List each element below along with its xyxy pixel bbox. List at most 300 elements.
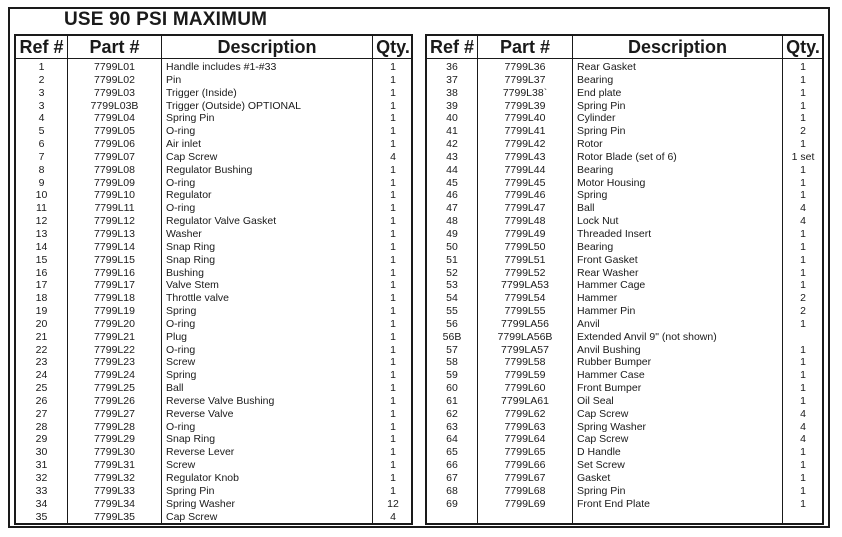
table-row	[427, 164, 822, 177]
table-row	[16, 202, 411, 215]
table-row	[427, 421, 822, 434]
cell-part: 7799L06	[94, 138, 135, 151]
table-row	[16, 125, 411, 138]
cell-part: 7799L14	[94, 240, 135, 253]
cell-qty: 1	[390, 189, 396, 202]
cell-qty: 1	[390, 407, 396, 420]
table-row	[16, 382, 411, 395]
cell-qty: 1	[390, 446, 396, 459]
cell-ref: 68	[446, 484, 458, 497]
cell-desc: Gasket	[577, 472, 611, 484]
cell-qty: 1	[390, 472, 396, 484]
table-row	[427, 228, 822, 241]
cell-part: 7799L03	[94, 86, 135, 99]
table-row	[427, 459, 822, 472]
cell-qty: 2	[800, 125, 806, 138]
cell-ref: 37	[446, 73, 458, 86]
cell-ref: 33	[35, 484, 48, 497]
cell-ref: 65	[446, 446, 458, 459]
pressure-warning-title: USE 90 PSI MAXIMUM	[64, 9, 268, 30]
cell-qty: 1	[800, 112, 806, 125]
cell-desc: Rubber Bumper	[577, 356, 652, 369]
table-row	[427, 292, 822, 305]
cell-part: 7799L28	[94, 420, 135, 433]
cell-part: 7799L03B	[90, 99, 139, 112]
cell-ref: 59	[446, 369, 458, 382]
table-row	[427, 87, 822, 100]
table-row	[427, 382, 822, 395]
table-row	[427, 189, 822, 202]
cell-part: 7799L19	[94, 305, 135, 318]
cell-part: 7799LA61	[501, 394, 549, 407]
cell-desc: Trigger (Inside)	[166, 86, 237, 99]
header-description: Description	[217, 37, 317, 57]
cell-ref: 60	[446, 382, 458, 395]
cell-ref: 55	[446, 305, 458, 318]
cell-part: 7799L13	[94, 227, 135, 240]
cell-ref: 10	[35, 189, 48, 202]
cell-desc: Spring Pin	[577, 125, 626, 138]
cell-qty: 1	[800, 227, 806, 240]
cell-qty: 1	[800, 266, 806, 279]
cell-desc: Rear Gasket	[577, 61, 636, 73]
cell-qty: 1	[390, 215, 396, 228]
cell-ref: 18	[35, 292, 48, 305]
cell-ref: 34	[35, 497, 48, 510]
cell-part: 7799L65	[504, 446, 546, 459]
table-row	[427, 305, 822, 318]
cell-ref: 38	[446, 86, 458, 99]
cell-part: 7799L40	[504, 112, 546, 125]
cell-qty: 1	[800, 394, 806, 407]
cell-part: 7799L01	[94, 61, 135, 73]
cell-desc: Reverse Valve Bushing	[166, 394, 275, 407]
table-row	[427, 100, 822, 113]
cell-qty: 1	[800, 356, 806, 369]
cell-ref: 51	[446, 253, 458, 266]
table-row	[427, 254, 822, 267]
cell-part: 7799L33	[94, 484, 135, 497]
header-part: Part #	[89, 37, 140, 57]
cell-desc: Set Screw	[577, 459, 625, 472]
cell-qty: 1	[800, 484, 806, 497]
cell-ref: 54	[446, 292, 458, 305]
cell-desc: Rear Washer	[577, 266, 639, 279]
header-qty: Qty.	[786, 37, 820, 57]
cell-part: 7799L20	[94, 317, 135, 330]
cell-desc: Throttle valve	[166, 292, 230, 305]
table-row	[16, 189, 411, 202]
table-body-right	[427, 61, 822, 511]
cell-qty: 1	[800, 369, 806, 382]
table-row	[16, 100, 411, 113]
cell-ref: 64	[446, 433, 458, 446]
cell-qty: 1	[800, 138, 806, 151]
cell-qty: 1	[390, 369, 396, 382]
table-row	[16, 74, 411, 87]
cell-qty: 4	[800, 420, 806, 433]
cell-qty: 4	[800, 215, 806, 228]
header-ref: Ref #	[19, 37, 64, 57]
cell-desc: Spring Pin	[166, 484, 215, 497]
table-row	[427, 344, 822, 357]
cell-desc: Bearing	[577, 73, 614, 86]
table-row	[427, 498, 822, 511]
cell-part: 7799L05	[94, 125, 135, 138]
cell-part: 7799L25	[94, 382, 135, 395]
cell-desc: O-ring	[166, 420, 196, 433]
cell-ref: 3	[38, 86, 45, 99]
cell-desc: O-ring	[166, 317, 196, 330]
cell-qty: 1	[390, 125, 396, 138]
cell-desc: Regulator	[166, 189, 212, 202]
cell-desc: Extended Anvil 9" (not shown)	[577, 330, 717, 343]
cell-part: 7799L29	[94, 433, 135, 446]
cell-ref: 63	[446, 420, 458, 433]
cell-qty: 1	[390, 459, 396, 472]
cell-desc: Spring Pin	[577, 99, 626, 112]
cell-ref: 32	[35, 472, 48, 484]
cell-ref: 44	[446, 163, 458, 176]
table-row	[427, 369, 822, 382]
cell-part: 7799L48	[504, 215, 546, 228]
cell-desc: Cap Screw	[166, 150, 218, 163]
table-row	[427, 241, 822, 254]
cell-qty: 4	[390, 150, 396, 163]
cell-part: 7799L08	[94, 163, 135, 176]
cell-desc: Handle includes #1-#33	[166, 61, 277, 73]
cell-qty: 1	[390, 99, 396, 112]
cell-part: 7799L68	[504, 484, 546, 497]
cell-qty: 1	[390, 112, 396, 125]
cell-qty: 1	[800, 99, 806, 112]
cell-qty: 1	[390, 317, 396, 330]
cell-ref: 31	[35, 459, 48, 472]
cell-qty: 2	[800, 305, 806, 318]
cell-desc: Trigger (Outside) OPTIONAL	[166, 99, 301, 112]
table-row	[16, 254, 411, 267]
cell-ref: 39	[446, 99, 458, 112]
cell-qty: 1	[390, 240, 396, 253]
table-row	[427, 279, 822, 292]
cell-qty: 1	[390, 394, 396, 407]
cell-part: 7799L47	[504, 202, 546, 215]
table-row	[427, 151, 822, 164]
cell-part: 7799L23	[94, 356, 135, 369]
table-row	[427, 177, 822, 190]
cell-qty: 1	[800, 279, 806, 292]
cell-part: 7799L09	[94, 176, 135, 189]
cell-qty: 1	[390, 227, 396, 240]
cell-qty: 1	[390, 382, 396, 395]
cell-part: 7799LA56B	[497, 330, 553, 343]
cell-part: 7799L54	[504, 292, 546, 305]
cell-qty: 1	[390, 305, 396, 318]
table-row	[16, 408, 411, 421]
cell-qty: 2	[800, 292, 806, 305]
cell-ref: 61	[446, 394, 458, 407]
table-row	[427, 356, 822, 369]
header-divider	[427, 58, 822, 59]
cell-ref: 23	[35, 356, 48, 369]
cell-ref: 12	[35, 215, 48, 228]
cell-desc: D Handle	[577, 446, 621, 459]
cell-part: 7799L38`	[502, 86, 548, 99]
cell-part: 7799L67	[504, 472, 546, 484]
cell-part: 7799L44	[504, 163, 546, 176]
cell-desc: O-ring	[166, 343, 196, 356]
table-row	[16, 472, 411, 485]
cell-desc: Plug	[166, 330, 188, 343]
cell-desc: Hammer	[577, 292, 618, 305]
cell-part: 7799L46	[504, 189, 546, 202]
table-row	[427, 61, 822, 74]
cell-qty: 1	[800, 86, 806, 99]
cell-part: 7799L34	[94, 497, 135, 510]
table-row	[16, 369, 411, 382]
cell-qty: 1	[800, 163, 806, 176]
cell-ref: 7	[38, 150, 45, 163]
cell-desc: O-ring	[166, 202, 196, 215]
cell-ref: 43	[446, 150, 458, 163]
cell-desc: Regulator Knob	[166, 472, 239, 484]
table-row	[427, 202, 822, 215]
table-row	[16, 331, 411, 344]
cell-part: 7799L37	[504, 73, 546, 86]
cell-desc: Bearing	[577, 163, 614, 176]
cell-qty: 1 set	[791, 150, 815, 163]
cell-desc: Front End Plate	[577, 497, 650, 510]
cell-desc: Hammer Case	[577, 369, 645, 382]
cell-part: 7799L04	[94, 112, 135, 125]
cell-part: 7799L62	[504, 407, 546, 420]
table-row	[427, 267, 822, 280]
cell-ref: 11	[36, 202, 47, 215]
cell-desc: Regulator Bushing	[166, 163, 253, 176]
table-row	[427, 472, 822, 485]
cell-ref: 13	[35, 227, 48, 240]
cell-qty: 1	[800, 61, 806, 73]
cell-desc: Bearing	[577, 240, 614, 253]
cell-ref: 67	[446, 472, 458, 484]
cell-desc: Spring	[577, 189, 608, 202]
cell-desc: Screw	[166, 356, 196, 369]
cell-qty: 1	[390, 292, 396, 305]
table-row	[16, 446, 411, 459]
cell-qty: 1	[800, 73, 806, 86]
cell-part: 7799L22	[94, 343, 135, 356]
table-row	[16, 164, 411, 177]
cell-desc: Motor Housing	[577, 176, 646, 189]
cell-part: 7799L27	[94, 407, 135, 420]
cell-ref: 40	[446, 112, 458, 125]
table-row	[16, 279, 411, 292]
cell-desc: Rotor	[577, 138, 603, 151]
header-qty: Qty.	[376, 37, 410, 57]
cell-part: 7799L52	[504, 266, 546, 279]
table-row	[427, 112, 822, 125]
header-part: Part #	[499, 37, 551, 57]
cell-qty: 1	[390, 343, 396, 356]
table-row	[16, 421, 411, 434]
cell-ref: 4	[38, 112, 45, 125]
cell-qty: 1	[390, 279, 396, 292]
table-row	[16, 433, 411, 446]
cell-qty: 1	[390, 253, 396, 266]
cell-ref: 50	[446, 240, 458, 253]
cell-ref: 19	[35, 305, 48, 318]
cell-part: 7799L66	[504, 459, 546, 472]
cell-part: 7799L31	[94, 459, 135, 472]
cell-qty: 1	[390, 176, 396, 189]
cell-ref: 56	[446, 317, 458, 330]
table-row	[16, 459, 411, 472]
cell-desc: Rotor Blade (set of 6)	[577, 150, 677, 163]
cell-part: 7799L59	[504, 369, 546, 382]
cell-desc: Cap Screw	[166, 510, 218, 523]
cell-ref: 42	[446, 138, 458, 151]
cell-desc: Front Gasket	[577, 253, 638, 266]
cell-ref: 22	[35, 343, 48, 356]
cell-part: 7799L55	[504, 305, 546, 318]
cell-desc: Regulator Valve Gasket	[166, 215, 277, 228]
cell-qty: 1	[390, 266, 396, 279]
table-row	[16, 485, 411, 498]
table-row	[16, 356, 411, 369]
cell-part: 7799L11	[94, 202, 135, 215]
table-row	[16, 344, 411, 357]
cell-qty: 4	[390, 510, 396, 523]
cell-part: 7799L10	[94, 189, 135, 202]
cell-qty: 1	[390, 138, 396, 151]
cell-desc: Lock Nut	[577, 215, 619, 228]
cell-ref: 5	[38, 125, 45, 138]
cell-desc: Anvil	[577, 317, 600, 330]
cell-ref: 9	[38, 176, 45, 189]
table-row	[427, 395, 822, 408]
cell-desc: Cap Screw	[577, 407, 629, 420]
table-row	[16, 87, 411, 100]
cell-part: 7799L12	[94, 215, 135, 228]
table-row	[427, 433, 822, 446]
cell-ref: 1	[38, 61, 45, 73]
cell-part: 7799L43	[504, 150, 546, 163]
cell-ref: 28	[35, 420, 48, 433]
cell-desc: Pin	[166, 73, 182, 86]
header-ref: Ref #	[429, 37, 474, 57]
table-row	[16, 305, 411, 318]
cell-desc: Oil Seal	[577, 394, 614, 407]
cell-ref: 8	[38, 163, 45, 176]
cell-ref: 69	[446, 497, 458, 510]
cell-part: 7799L49	[504, 227, 546, 240]
cell-ref: 26	[35, 394, 48, 407]
cell-qty: 1	[390, 484, 396, 497]
header-description: Description	[627, 37, 728, 57]
cell-part: 7799L30	[94, 446, 135, 459]
cell-ref: 58	[446, 356, 458, 369]
parts-table-left	[14, 34, 413, 525]
cell-qty: 12	[387, 497, 399, 510]
cell-part: 7799LA57	[501, 343, 549, 356]
cell-part: 7799L35	[94, 510, 135, 523]
table-row	[16, 241, 411, 254]
cell-desc: O-ring	[166, 125, 196, 138]
cell-ref: 2	[38, 73, 45, 86]
cell-qty: 1	[800, 317, 806, 330]
cell-part: 7799L15	[94, 253, 135, 266]
cell-desc: Washer	[166, 227, 202, 240]
cell-part: 7799L16	[94, 266, 135, 279]
cell-desc: Bushing	[166, 266, 204, 279]
cell-part: 7799L39	[504, 99, 546, 112]
cell-qty: 1	[800, 189, 806, 202]
cell-part: 7799L50	[504, 240, 546, 253]
cell-qty: 1	[390, 163, 396, 176]
cell-desc: Ball	[166, 382, 184, 395]
cell-ref: 25	[35, 382, 48, 395]
cell-desc: Reverse Valve	[166, 407, 234, 420]
cell-qty: 1	[800, 382, 806, 395]
cell-qty: 1	[390, 420, 396, 433]
table-row	[16, 138, 411, 151]
cell-desc: Anvil Bushing	[577, 343, 641, 356]
cell-part: 7799L36	[504, 61, 546, 73]
cell-part: 7799L26	[94, 394, 135, 407]
cell-ref: 47	[446, 202, 458, 215]
table-row	[16, 267, 411, 280]
cell-desc: Cylinder	[577, 112, 616, 125]
cell-part: 7799L32	[94, 472, 135, 484]
cell-desc: Cap Screw	[577, 433, 629, 446]
table-row	[16, 292, 411, 305]
cell-qty: 1	[800, 446, 806, 459]
cell-ref: 35	[35, 510, 48, 523]
cell-desc: Spring	[166, 305, 197, 318]
cell-part: 7799LA53	[501, 279, 549, 292]
cell-ref: 15	[35, 253, 48, 266]
cell-part: 7799L69	[504, 497, 546, 510]
cell-part: 7799L17	[94, 279, 135, 292]
cell-part: 7799L24	[94, 369, 135, 382]
table-row	[427, 74, 822, 87]
cell-ref: 56B	[442, 330, 462, 343]
cell-qty: 1	[800, 497, 806, 510]
cell-desc: Snap Ring	[166, 253, 216, 266]
cell-qty: 1	[800, 240, 806, 253]
table-row	[16, 177, 411, 190]
cell-desc: Air inlet	[166, 138, 202, 151]
table-body-left	[16, 61, 411, 523]
cell-ref: 48	[446, 215, 458, 228]
header-divider	[16, 58, 411, 59]
cell-desc: Spring Washer	[166, 497, 236, 510]
cell-qty: 1	[800, 459, 806, 472]
cell-ref: 17	[35, 279, 48, 292]
cell-part: 7799L18	[94, 292, 135, 305]
cell-qty: 1	[390, 433, 396, 446]
cell-ref: 66	[446, 459, 458, 472]
table-row	[16, 61, 411, 74]
table-row	[16, 498, 411, 511]
cell-ref: 57	[446, 343, 458, 356]
cell-part: 7799L02	[94, 73, 135, 86]
cell-ref: 53	[446, 279, 458, 292]
table-row	[16, 151, 411, 164]
cell-desc: Snap Ring	[166, 433, 216, 446]
cell-desc: O-ring	[166, 176, 196, 189]
table-row	[16, 228, 411, 241]
